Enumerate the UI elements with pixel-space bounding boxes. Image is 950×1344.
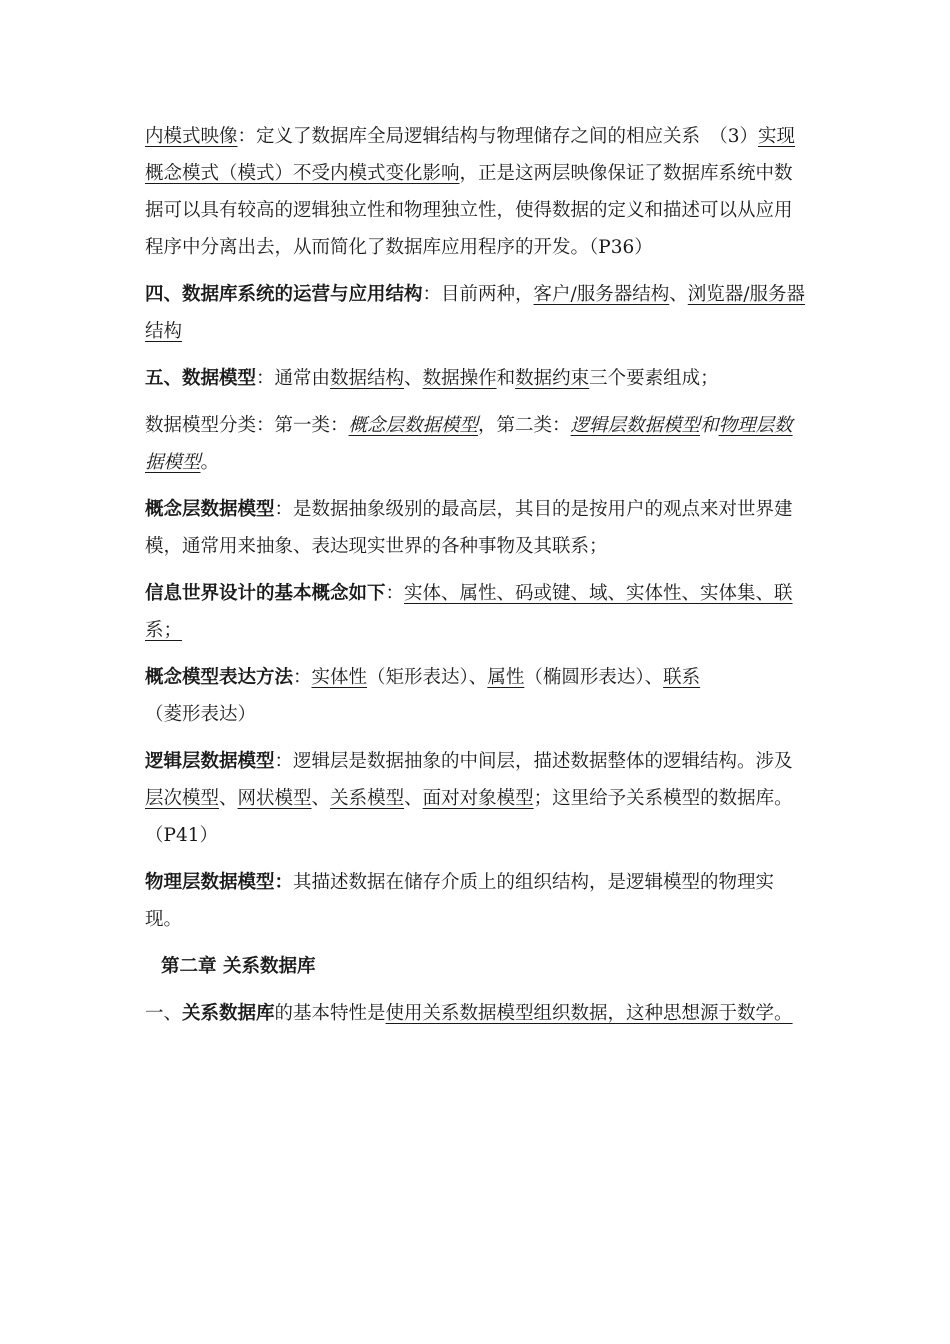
paragraph-system-architecture: 四、数据库系统的运营与应用结构：目前两种，客户/服务器结构、浏览器/服务器结构: [145, 284, 806, 342]
paragraph-info-world-concepts: 信息世界设计的基本概念如下：实体、属性、码或键、域、实体性、实体集、联系；: [145, 583, 793, 641]
term-browser-server: 浏览器/服务器结构: [145, 284, 806, 342]
heading-five: 五、数据模型: [145, 368, 257, 389]
term-physical-model: 物理层数据模型: [145, 415, 793, 473]
term-data-structure: 数据结构: [330, 368, 405, 389]
term-independence: 实现概念模式（模式）不受内模式变化影响: [145, 126, 796, 184]
label-logical-model: 逻辑层数据模型: [145, 751, 275, 772]
label-conceptual-model: 概念层数据模型: [145, 499, 275, 520]
paragraph-internal-mapping: 内模式映像：定义了数据库全局逻辑结构与物理储存之间的相应关系 （3）实现概念模式（模式）不受内模式变化影响，正是这两层映像保证了数据库系统中数据可以具有较高的逻辑独立性和物理独立性，使得数据的定义和描述可以从应用程序中分离出去，从而简化了数据库应用程序的开发。（P36）: [145, 126, 796, 258]
term-concept-list: 实体、属性、码或键、域、实体性、实体集、联系；: [145, 583, 793, 641]
paragraph-data-model: 五、数据模型：通常由数据结构、数据操作和数据约束三个要素组成；: [145, 368, 719, 389]
paragraph-logical-model: 逻辑层数据模型：逻辑层是数据抽象的中间层，描述数据整体的逻辑结构。涉及层次模型、网状模型、关系模型、面对对象模型；这里给予关系模型的数据库。（P41）: [145, 751, 793, 846]
heading-four: 四、数据库系统的运营与应用结构: [145, 284, 423, 305]
paragraph-relational-db: 一、关系数据库的基本特性是使用关系数据模型组织数据，这种思想源于数学。: [145, 1003, 793, 1024]
term-relational-feature: 使用关系数据模型组织数据，这种思想源于数学。: [385, 1003, 793, 1024]
label-physical-model: 物理层数据模型：: [145, 872, 294, 893]
paragraph-physical-model: 物理层数据模型：其描述数据在储存介质上的组织结构，是逻辑模型的物理实现。: [145, 872, 775, 930]
paragraph-conceptual-model: 概念层数据模型：是数据抽象级别的最高层，其目的是按用户的观点来对世界建模，通常用来抽象、表达现实世界的各种事物及其联系；: [145, 499, 793, 557]
term-object-model: 面对对象模型: [422, 788, 534, 809]
term-network-model: 网状模型: [237, 788, 312, 809]
term-attribute: 属性: [487, 667, 525, 688]
term-conceptual-model: 概念层数据模型: [348, 415, 479, 436]
term-client-server: 客户/服务器结构: [533, 284, 670, 305]
document-page: [145, 118, 810, 1032]
term-logical-model: 逻辑层数据模型: [570, 415, 701, 436]
term-relationship: 联系: [663, 667, 701, 688]
chapter-title: 第二章 关系数据库: [161, 956, 316, 977]
term-entity: 实体性: [311, 667, 368, 688]
label-info-world: 信息世界设计的基本概念如下: [145, 583, 386, 604]
term-hierarchical-model: 层次模型: [145, 788, 220, 809]
term-relational-model: 关系模型: [330, 788, 405, 809]
term-data-constraint: 数据约束: [515, 368, 590, 389]
term-internal-mapping: 内模式映像: [145, 126, 238, 147]
paragraph-model-classification: 数据模型分类：第一类：概念层数据模型，第二类：逻辑层数据模型和物理层数据模型。: [145, 415, 793, 473]
term-relational-db: 关系数据库: [182, 1003, 275, 1024]
label-expression-methods: 概念模型表达方法: [145, 667, 294, 688]
term-data-operation: 数据操作: [422, 368, 497, 389]
paragraph-expression-methods: 概念模型表达方法：实体性（矩形表达）、属性（椭圆形表达）、联系（菱形表达）: [145, 667, 701, 725]
